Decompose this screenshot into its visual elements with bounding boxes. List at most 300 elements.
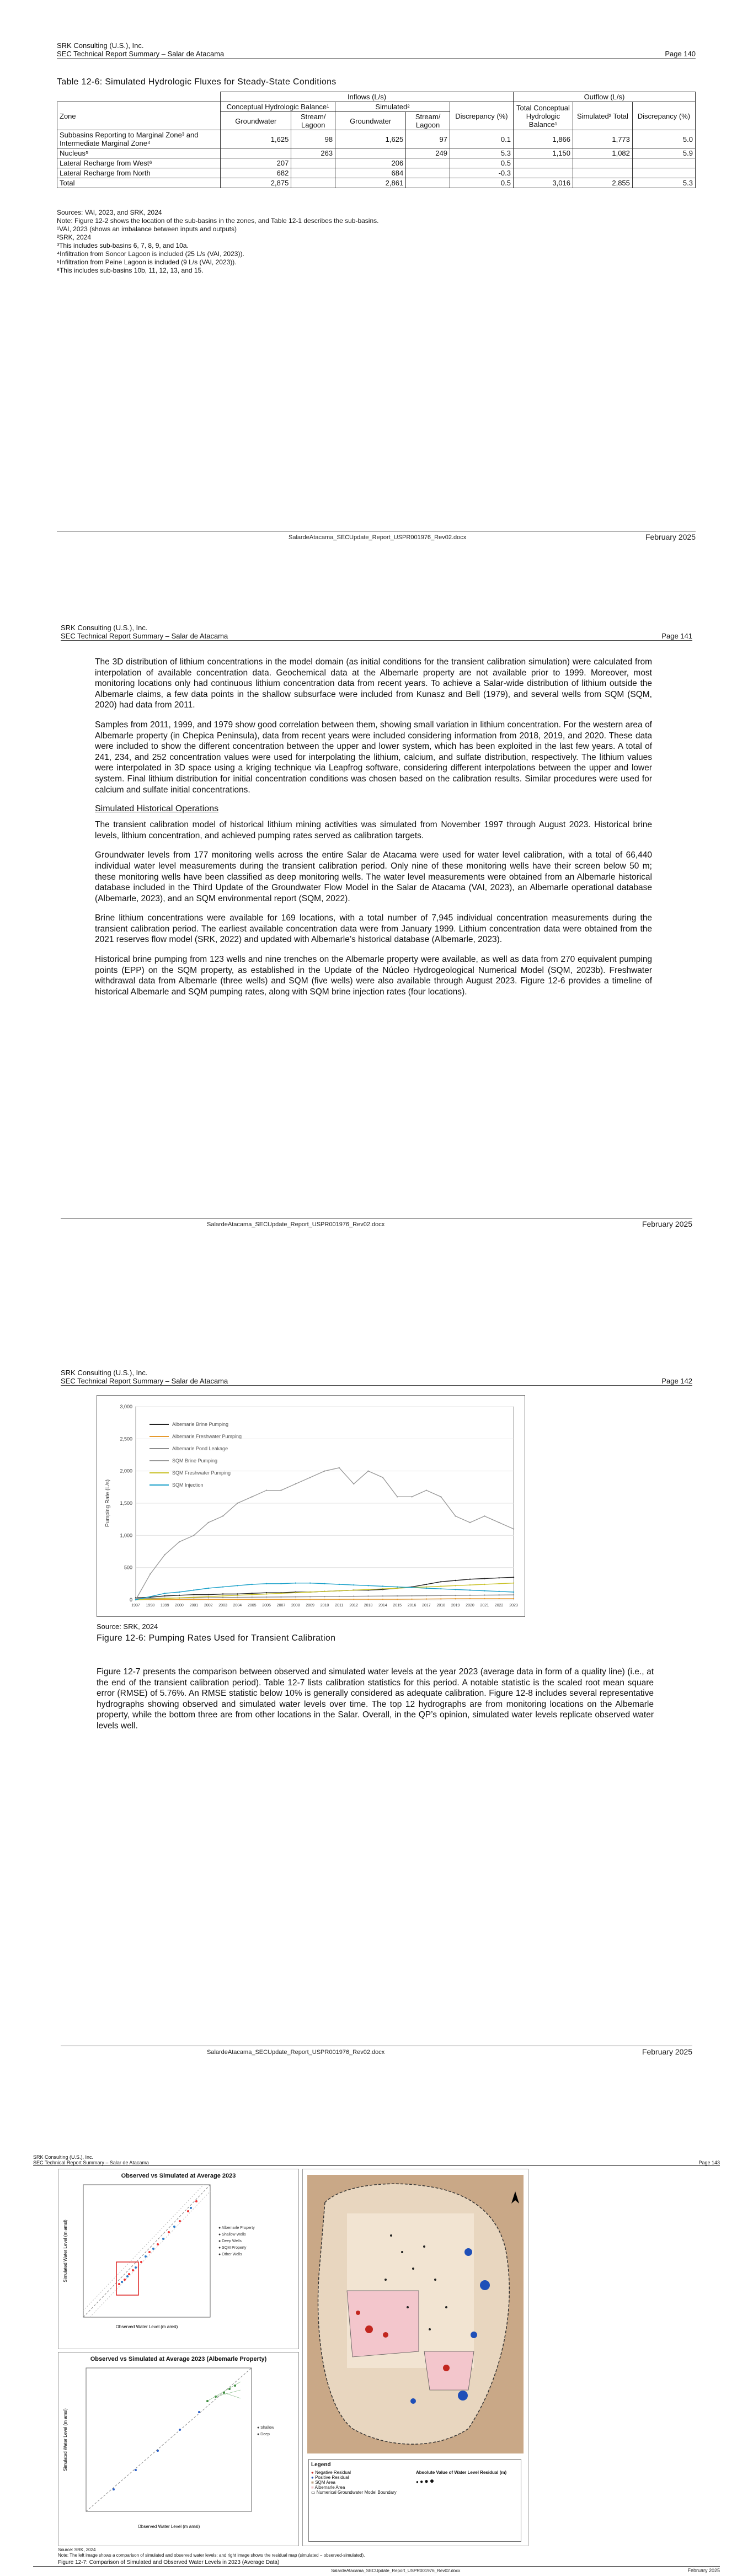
- y-tick-label: 2,000: [120, 1468, 132, 1474]
- groundwater-header: Groundwater: [221, 112, 291, 130]
- table-row: [57, 130, 696, 148]
- data-point: [208, 1588, 209, 1589]
- value-cell: 97: [406, 130, 450, 148]
- paragraph: Groundwater levels from 177 monitoring wells across the entire Salar de Atacama were used for water level calibration, with a total of 66,440 individual water level measurements during the transient calibration period. Only nine of these monitoring wells have their screen below 50 m; these monitoring wells have been classified as deep monitoring wells. The water level measurements were obtained from an Albemarle historical database included in the Third Update of the Groundwater Flow Model in the Salar de Atacama (VAI, 2023), an Albemarle operational database (Albemarle, 2023), and an SQM environmental report (SQM, 2022).: [95, 850, 652, 903]
- data-point: [469, 1584, 471, 1585]
- data-point: [397, 1595, 398, 1596]
- data-point: [237, 1596, 238, 1598]
- data-point: [280, 1489, 281, 1491]
- value-cell: 5.9: [632, 148, 695, 158]
- y-tick-label: 3,000: [120, 1404, 132, 1409]
- data-point: [222, 1593, 223, 1594]
- data-point: [455, 1580, 456, 1581]
- value-cell: [632, 168, 695, 178]
- data-point: [367, 1595, 369, 1596]
- legend-label: Albemarle Pond Leakage: [172, 1446, 228, 1451]
- page-header: [61, 624, 692, 640]
- value-cell: 5.3: [450, 148, 513, 158]
- data-point: [339, 1596, 340, 1597]
- data-point: [280, 1593, 281, 1594]
- data-point: [237, 1585, 238, 1586]
- data-point: [498, 1583, 499, 1584]
- data-point: [179, 1541, 180, 1542]
- data-point: [266, 1583, 267, 1584]
- data-point: [149, 1599, 151, 1600]
- data-point: [469, 1578, 471, 1579]
- paragraph: Figure 12-7 presents the comparison between observed and simulated water levels at the year 2023 (average data in form of a quality line) (i.e., at the end of the transient calibration period). Table 12-7 lists calibration statistics for this period. A notable statistic is the scaled root mean square error (RMSE) of 5.76%. An RMSE statistic below 10% is generally considered as adequate calibration. Figure 12-8 includes several representative hydrographs showing observed and simulated water levels over time. The top 12 hydrographs are from monitoring locations on the Albemarle property, while the bottom three are from other locations in the Salar. Overall, in the QP’s opinion, simulated water levels replicate observed water levels well.: [97, 1667, 654, 1731]
- y-tick-label: 2,500: [120, 1436, 132, 1442]
- data-point: [455, 1515, 456, 1516]
- value-cell: 684: [335, 168, 406, 178]
- data-point: [469, 1595, 471, 1596]
- total-conceptual-header: Total Conceptual Hydrologic Balance¹: [513, 102, 573, 130]
- scatter-plot-all: [58, 2169, 299, 2349]
- data-point: [498, 1577, 499, 1578]
- discrepancy-header: Discrepancy (%): [450, 102, 513, 130]
- value-cell: [573, 168, 632, 178]
- data-point: [426, 1598, 427, 1599]
- scatter-title: Observed vs Simulated at Average 2023: [121, 2173, 236, 2179]
- data-point: [193, 1596, 194, 1598]
- legend-title: Legend: [311, 2462, 331, 2468]
- y-tick-label: 0: [129, 1597, 132, 1603]
- data-point: [484, 1590, 485, 1591]
- data-point: [440, 1496, 441, 1497]
- data-point: [295, 1582, 296, 1583]
- page-number: Page 140: [665, 50, 696, 58]
- data-point: [149, 1573, 151, 1574]
- x-tick-label: 2007: [276, 1604, 286, 1608]
- legend-item: ● Positive Residual: [311, 2475, 349, 2480]
- paragraph: The transient calibration model of historical lithium mining activities was simulated from November 1997 through August 2023. Historical brine levels, lithium concentration, and achieved pumping rates served as calibration targets.: [95, 820, 652, 840]
- data-point: [440, 1598, 441, 1599]
- data-point: [309, 1582, 311, 1583]
- x-tick-label: 2014: [378, 1604, 387, 1608]
- data-point: [309, 1592, 311, 1593]
- table-title: Table 12-6: Simulated Hydrologic Fluxes for Steady-State Conditions: [57, 77, 337, 87]
- outflow-header: Outflow (L/s): [513, 92, 695, 102]
- table-notes: [57, 209, 696, 275]
- data-point: [252, 1599, 253, 1600]
- value-cell: [406, 158, 450, 168]
- data-point: [484, 1584, 485, 1585]
- data-point: [382, 1595, 383, 1596]
- data-point: [411, 1496, 412, 1497]
- figure-source: Source: SRK, 2024: [58, 2547, 96, 2552]
- figure-caption: Figure 12-6: Pumping Rates Used for Transient Calibration: [97, 1633, 336, 1643]
- header-rule: [61, 1385, 692, 1386]
- x-tick-label: 1997: [131, 1604, 140, 1608]
- value-cell: 2,861: [335, 178, 406, 188]
- svg-text:● Deep Wells: ● Deep Wells: [218, 2239, 242, 2243]
- data-point: [513, 1598, 514, 1599]
- page-140: [0, 0, 753, 563]
- note-line: Note: Figure 12-2 shows the location of the sub-basins in the zones, and Table 12-1 describes the sub-basins.: [57, 217, 379, 225]
- x-tick-label: 2021: [480, 1604, 489, 1608]
- x-tick-label: 2006: [262, 1604, 271, 1608]
- footer-date: February 2025: [642, 1220, 692, 1228]
- y-axis-label: Simulated Water Level (m amsl): [63, 2220, 68, 2282]
- page-141: [0, 618, 753, 1264]
- data-point: [440, 1595, 441, 1596]
- data-point: [266, 1593, 267, 1594]
- data-point: [237, 1503, 238, 1504]
- value-cell: [513, 158, 573, 168]
- x-tick-label: 2017: [422, 1604, 431, 1608]
- y-tick-label: 1,500: [120, 1500, 132, 1506]
- page-number: Page 141: [661, 632, 692, 640]
- value-cell: 263: [291, 148, 335, 158]
- value-cell: [291, 178, 335, 188]
- data-point: [208, 1597, 209, 1598]
- data-point: [382, 1588, 383, 1589]
- data-point: [266, 1599, 267, 1600]
- company-name: SRK Consulting (U.S.), Inc.: [61, 1369, 148, 1377]
- data-point: [324, 1583, 325, 1584]
- table-row: [57, 148, 696, 158]
- body-text: [95, 657, 652, 1006]
- data-point: [426, 1586, 427, 1587]
- map-legend: Legend ● Negative Residual ● Positive Residual ■ SQM Area ■ Albemarle Area ▭ Numerical Groundwater Model Boundary Absolute Value of Water Level Residual (m) ● ● ● ●: [308, 2459, 521, 2542]
- data-point: [252, 1584, 253, 1585]
- data-point: [411, 1587, 412, 1588]
- header-rule: [33, 2165, 720, 2166]
- data-point: [324, 1591, 325, 1592]
- data-point: [339, 1584, 340, 1585]
- value-cell: 5.3: [632, 178, 695, 188]
- header-rule: [61, 640, 692, 641]
- data-point: [397, 1599, 398, 1600]
- data-point: [295, 1592, 296, 1593]
- page-number: Page 142: [661, 1377, 692, 1385]
- zone-cell: Lateral Recharge from West⁶: [57, 158, 221, 168]
- data-point: [193, 1599, 194, 1600]
- value-cell: 249: [406, 148, 450, 158]
- data-point: [469, 1598, 471, 1599]
- report-title: SEC Technical Report Summary – Salar de Atacama: [33, 2160, 149, 2165]
- data-point: [324, 1596, 325, 1597]
- data-point: [164, 1593, 165, 1594]
- page-header: [57, 41, 696, 58]
- zone-cell: Subbasins Reporting to Marginal Zone³ and Intermediate Marginal Zone⁴: [57, 130, 221, 148]
- data-point: [484, 1515, 485, 1516]
- table-row: [57, 178, 696, 188]
- data-point: [353, 1483, 354, 1484]
- data-point: [324, 1470, 325, 1471]
- data-point: [440, 1588, 441, 1589]
- data-point: [266, 1592, 267, 1593]
- doc-filename: SalardeAtacama_SECUpdate_Report_USPR001976_Rev02.docx: [289, 534, 467, 541]
- scatter-axes: [58, 2179, 297, 2339]
- report-title: SEC Technical Report Summary – Salar de Atacama: [61, 1377, 228, 1385]
- page-143: [0, 2152, 753, 2576]
- paragraph: Historical brine pumping from 123 wells and nine trenches on the Albemarle property were available, as well as data from 270 equivalent pumping points (EPP) on the SQM property, as established in the Update of the Núcleo Hydrogeological Numerical Model (SQM, 2023b). Freshwater withdrawal data from Albemarle (three wells) and SQM (five wells) were also available through August 2023. Figure 12-6 provides a timeline of historical Albemarle and SQM pumping rates, along with SQM brine injection rates (four locations).: [95, 955, 652, 997]
- value-cell: [406, 168, 450, 178]
- data-point: [208, 1596, 209, 1597]
- data-point: [280, 1599, 281, 1600]
- y-axis-label: Pumping Rate (L/s): [105, 1479, 111, 1527]
- svg-text:● SQM Property: ● SQM Property: [218, 2246, 247, 2250]
- data-point: [309, 1599, 311, 1600]
- value-cell: [291, 158, 335, 168]
- data-point: [252, 1596, 253, 1598]
- data-point: [149, 1596, 151, 1597]
- x-tick-label: 2002: [204, 1604, 213, 1608]
- data-point: [295, 1483, 296, 1484]
- value-cell: [513, 168, 573, 178]
- page-number: Page 143: [698, 2160, 720, 2165]
- x-tick-label: 2022: [494, 1604, 504, 1608]
- data-point: [426, 1489, 427, 1491]
- note-line: ⁵Infiltration from Peine Lagoon is included (9 L/s (VAI, 2023)).: [57, 258, 237, 266]
- value-cell: [335, 148, 406, 158]
- x-tick-label: 2013: [364, 1604, 373, 1608]
- data-point: [382, 1585, 383, 1587]
- data-point: [367, 1585, 369, 1586]
- x-tick-label: 1999: [160, 1604, 169, 1608]
- legend-item: ■ Albemarle Area: [311, 2485, 345, 2490]
- data-point: [222, 1595, 223, 1596]
- x-tick-label: 2012: [349, 1604, 358, 1608]
- data-point: [440, 1581, 441, 1582]
- table-row: [57, 168, 696, 178]
- value-cell: [291, 168, 335, 178]
- inflows-header: Inflows (L/s): [221, 92, 514, 102]
- figure-source: Source: SRK, 2024: [97, 1622, 158, 1631]
- page-142: [0, 1308, 753, 2125]
- x-axis-label: Observed Water Level (m amsl): [137, 2524, 200, 2529]
- data-point: [164, 1554, 165, 1555]
- note-line: ²SRK, 2024: [57, 233, 92, 241]
- x-tick-label: 2016: [407, 1604, 416, 1608]
- value-cell: 206: [335, 158, 406, 168]
- x-tick-label: 2023: [509, 1604, 518, 1608]
- doc-filename: SalardeAtacama_SECUpdate_Report_USPR001976_Rev02.docx: [207, 1221, 385, 1228]
- company-name: SRK Consulting (U.S.), Inc.: [57, 41, 144, 50]
- y-tick-label: 500: [124, 1564, 132, 1571]
- zone-cell: Total: [57, 178, 221, 188]
- data-point: [179, 1595, 180, 1596]
- x-tick-label: 2020: [466, 1604, 474, 1608]
- note-line: ³This includes sub-basins 6, 7, 8, 9, and 10a.: [57, 242, 189, 249]
- data-point: [193, 1589, 194, 1590]
- data-point: [397, 1496, 398, 1497]
- groundwater-header: Groundwater: [335, 112, 406, 130]
- page-header: [33, 2154, 720, 2165]
- data-point: [179, 1597, 180, 1598]
- data-point: [266, 1489, 267, 1491]
- data-point: [339, 1590, 340, 1591]
- scatter-title: Observed vs Simulated at Average 2023 (Albemarle Property): [90, 2356, 267, 2362]
- svg-text:● Deep: ● Deep: [257, 2433, 270, 2436]
- section-title: Simulated Historical Operations: [95, 804, 219, 814]
- x-tick-label: 2010: [320, 1604, 329, 1608]
- data-point: [339, 1467, 340, 1468]
- data-point: [309, 1596, 311, 1597]
- x-tick-label: 2018: [436, 1604, 446, 1608]
- stream-lagoon-header: Stream/ Lagoon: [406, 112, 450, 130]
- data-point: [513, 1528, 514, 1529]
- data-point: [237, 1593, 238, 1594]
- data-point: [252, 1593, 253, 1594]
- data-point: [484, 1578, 485, 1579]
- x-tick-label: 2009: [306, 1604, 314, 1608]
- flux-table: [57, 92, 696, 188]
- x-tick-label: 2011: [335, 1604, 344, 1608]
- legend-item: ■ SQM Area: [311, 2480, 335, 2485]
- footer-date: February 2025: [645, 533, 696, 541]
- paragraph: Brine lithium concentrations were available for 169 locations, with a total number of 7,945 individual concentration measurements during the transient calibration period. The earliest available concentration data were from January 1999. Lithium concentration data were obtained from the 2021 reserves flow model (SRK, 2022) and updated with Albemarle’s historical database (Albemarle, 2023).: [95, 913, 652, 945]
- residual-legend-title: Absolute Value of Water Level Residual (m): [416, 2470, 507, 2475]
- legend-label: Albemarle Freshwater Pumping: [172, 1434, 242, 1439]
- data-point: [367, 1599, 369, 1600]
- data-point: [193, 1594, 194, 1595]
- data-point: [426, 1584, 427, 1585]
- data-point: [135, 1599, 136, 1600]
- pumping-chart-frame: [97, 1395, 525, 1617]
- zone-cell: Nucleus⁵: [57, 148, 221, 158]
- data-point: [208, 1594, 209, 1595]
- zone-header: Zone: [57, 102, 221, 130]
- data-point: [252, 1496, 253, 1497]
- value-cell: [221, 148, 291, 158]
- data-point: [309, 1477, 311, 1478]
- value-cell: 1,866: [513, 130, 573, 148]
- value-cell: -0.3: [450, 168, 513, 178]
- data-point: [498, 1594, 499, 1595]
- data-point: [382, 1599, 383, 1600]
- data-point: [397, 1586, 398, 1587]
- x-tick-label: 2005: [247, 1604, 257, 1608]
- data-point: [411, 1595, 412, 1596]
- note-line: Sources: VAI, 2023, and SRK, 2024: [57, 209, 162, 216]
- svg-text:● Shallow Wells: ● Shallow Wells: [218, 2233, 246, 2237]
- data-point: [426, 1588, 427, 1589]
- value-cell: [632, 158, 695, 168]
- x-tick-label: 1998: [146, 1604, 155, 1608]
- data-point: [353, 1596, 354, 1597]
- y-tick-label: 1,000: [120, 1532, 132, 1539]
- legend-label: Albemarle Brine Pumping: [172, 1422, 229, 1427]
- stream-lagoon-header: Stream/ Lagoon: [291, 112, 335, 130]
- company-name: SRK Consulting (U.S.), Inc.: [33, 2154, 94, 2160]
- pumping-rate-chart: [97, 1396, 525, 1616]
- x-tick-label: 2004: [233, 1604, 242, 1608]
- data-point: [208, 1522, 209, 1523]
- discrepancy-out-header: Discrepancy (%): [632, 102, 695, 130]
- figure-note: Note: The left image shows a comparison of simulated and observed water levels; and right image shows the residual map (simulated − observed-simulated).: [58, 2553, 365, 2558]
- data-point: [498, 1522, 499, 1523]
- svg-text:● Shallow: ● Shallow: [257, 2426, 274, 2430]
- data-point: [411, 1599, 412, 1600]
- data-point: [324, 1599, 325, 1600]
- data-point: [222, 1515, 223, 1516]
- value-cell: 0.5: [450, 178, 513, 188]
- data-point: [455, 1585, 456, 1586]
- value-cell: 682: [221, 168, 291, 178]
- scatter-axes: [58, 2362, 297, 2536]
- conceptual-header: Conceptual Hydrologic Balance¹: [221, 102, 335, 112]
- data-point: [164, 1595, 165, 1596]
- data-point: [222, 1597, 223, 1598]
- residual-map: [302, 2169, 528, 2546]
- data-point: [353, 1584, 354, 1585]
- footer-date: February 2025: [642, 2047, 692, 2056]
- doc-filename: SalardeAtacama_SECUpdate_Report_USPR001976_Rev02.docx: [207, 2049, 385, 2056]
- legend-label: SQM Injection: [172, 1482, 204, 1488]
- value-cell: 1,773: [573, 130, 632, 148]
- data-point: [179, 1599, 180, 1600]
- footer-date: February 2025: [687, 2568, 720, 2573]
- x-tick-label: 2000: [175, 1604, 184, 1608]
- value-cell: 2,855: [573, 178, 632, 188]
- simulated-total-header: Simulated² Total: [573, 102, 632, 130]
- paragraph: The 3D distribution of lithium concentrations in the model domain (as initial conditions for the transient calibration simulation) were calculated from interpolation of available concentration data. Geochemical data at the Albemarle property are not available prior to 1999. Moreover, most monitoring locations only had continuous lithium concentration data from recent years. To achieve a Salar-wide distribution of lithium outside the Albemarle claims, a few data points in the shallow subsurface were included from Kunasz and Bell (1979), and several wells from SQM (SQM, 2020) had data from 2011.: [95, 657, 652, 710]
- data-point: [469, 1589, 471, 1590]
- data-point: [280, 1596, 281, 1598]
- legend-item: ▭ Numerical Groundwater Model Boundary: [311, 2490, 397, 2495]
- data-point: [367, 1589, 369, 1590]
- value-cell: 1,625: [221, 130, 291, 148]
- x-axis-label: Observed Water Level (m amsl): [115, 2324, 178, 2329]
- x-tick-label: 2015: [393, 1604, 402, 1608]
- value-cell: 3,016: [513, 178, 573, 188]
- y-axis-label: Simulated Water Level (m amsl): [63, 2408, 68, 2471]
- data-point: [179, 1592, 180, 1593]
- x-tick-label: 2019: [451, 1604, 460, 1608]
- data-point: [353, 1599, 354, 1600]
- table-row: [57, 158, 696, 168]
- data-point: [513, 1577, 514, 1578]
- value-cell: 1,625: [335, 130, 406, 148]
- legend-label: SQM Freshwater Pumping: [172, 1470, 231, 1476]
- value-cell: 2,875: [221, 178, 291, 188]
- data-point: [426, 1595, 427, 1596]
- data-point: [455, 1598, 456, 1599]
- residual-map-image: [303, 2169, 528, 2456]
- paragraph: Samples from 2011, 1999, and 1979 show good correlation between them, showing small variation in lithium concentration. For the western area of Albemarle property (in Chepica Peninsula), data from recent years were included considering information from 2018, 2019, and 2020. These data were included to show the different concentration between the upper and lower system, which has been exploited in the last few years. A total of 241, 234, and 252 concentration values were used for interpolating the lithium, calcium, and sulfate distribution, respectively. The lithium values were interpolated in 3D space using a kriging technique via Leapfrog software, considering different interpolations between the upper and lower system. Final lithium distribution for initial concentration conditions was chosen based on the calibration results. Similar procedures were used for calcium and sulfate initial concentrations.: [95, 720, 652, 795]
- data-point: [367, 1470, 369, 1471]
- zone-cell: Lateral Recharge from North: [57, 168, 221, 178]
- legend-item: ● Negative Residual: [311, 2470, 351, 2475]
- value-cell: 0.5: [450, 158, 513, 168]
- data-point: [222, 1586, 223, 1587]
- value-cell: 5.0: [632, 130, 695, 148]
- simulated-header: Simulated²: [335, 102, 450, 112]
- data-point: [280, 1583, 281, 1584]
- value-cell: 98: [291, 130, 335, 148]
- data-point: [484, 1594, 485, 1595]
- company-name: SRK Consulting (U.S.), Inc.: [61, 624, 148, 632]
- data-point: [353, 1589, 354, 1590]
- data-point: [469, 1522, 471, 1523]
- report-title: SEC Technical Report Summary – Salar de Atacama: [57, 50, 225, 58]
- x-tick-label: 2001: [189, 1604, 199, 1608]
- data-point: [339, 1599, 340, 1600]
- data-point: [237, 1599, 238, 1600]
- data-point: [397, 1588, 398, 1589]
- data-point: [455, 1589, 456, 1590]
- data-point: [513, 1582, 514, 1583]
- value-cell: 207: [221, 158, 291, 168]
- scatter-plot-albemarle: [58, 2352, 299, 2546]
- page-header: [61, 1369, 692, 1385]
- report-title: SEC Technical Report Summary – Salar de Atacama: [61, 632, 228, 640]
- value-cell: [406, 178, 450, 188]
- data-point: [193, 1535, 194, 1536]
- data-point: [222, 1599, 223, 1600]
- legend-label: SQM Brine Pumping: [172, 1458, 218, 1463]
